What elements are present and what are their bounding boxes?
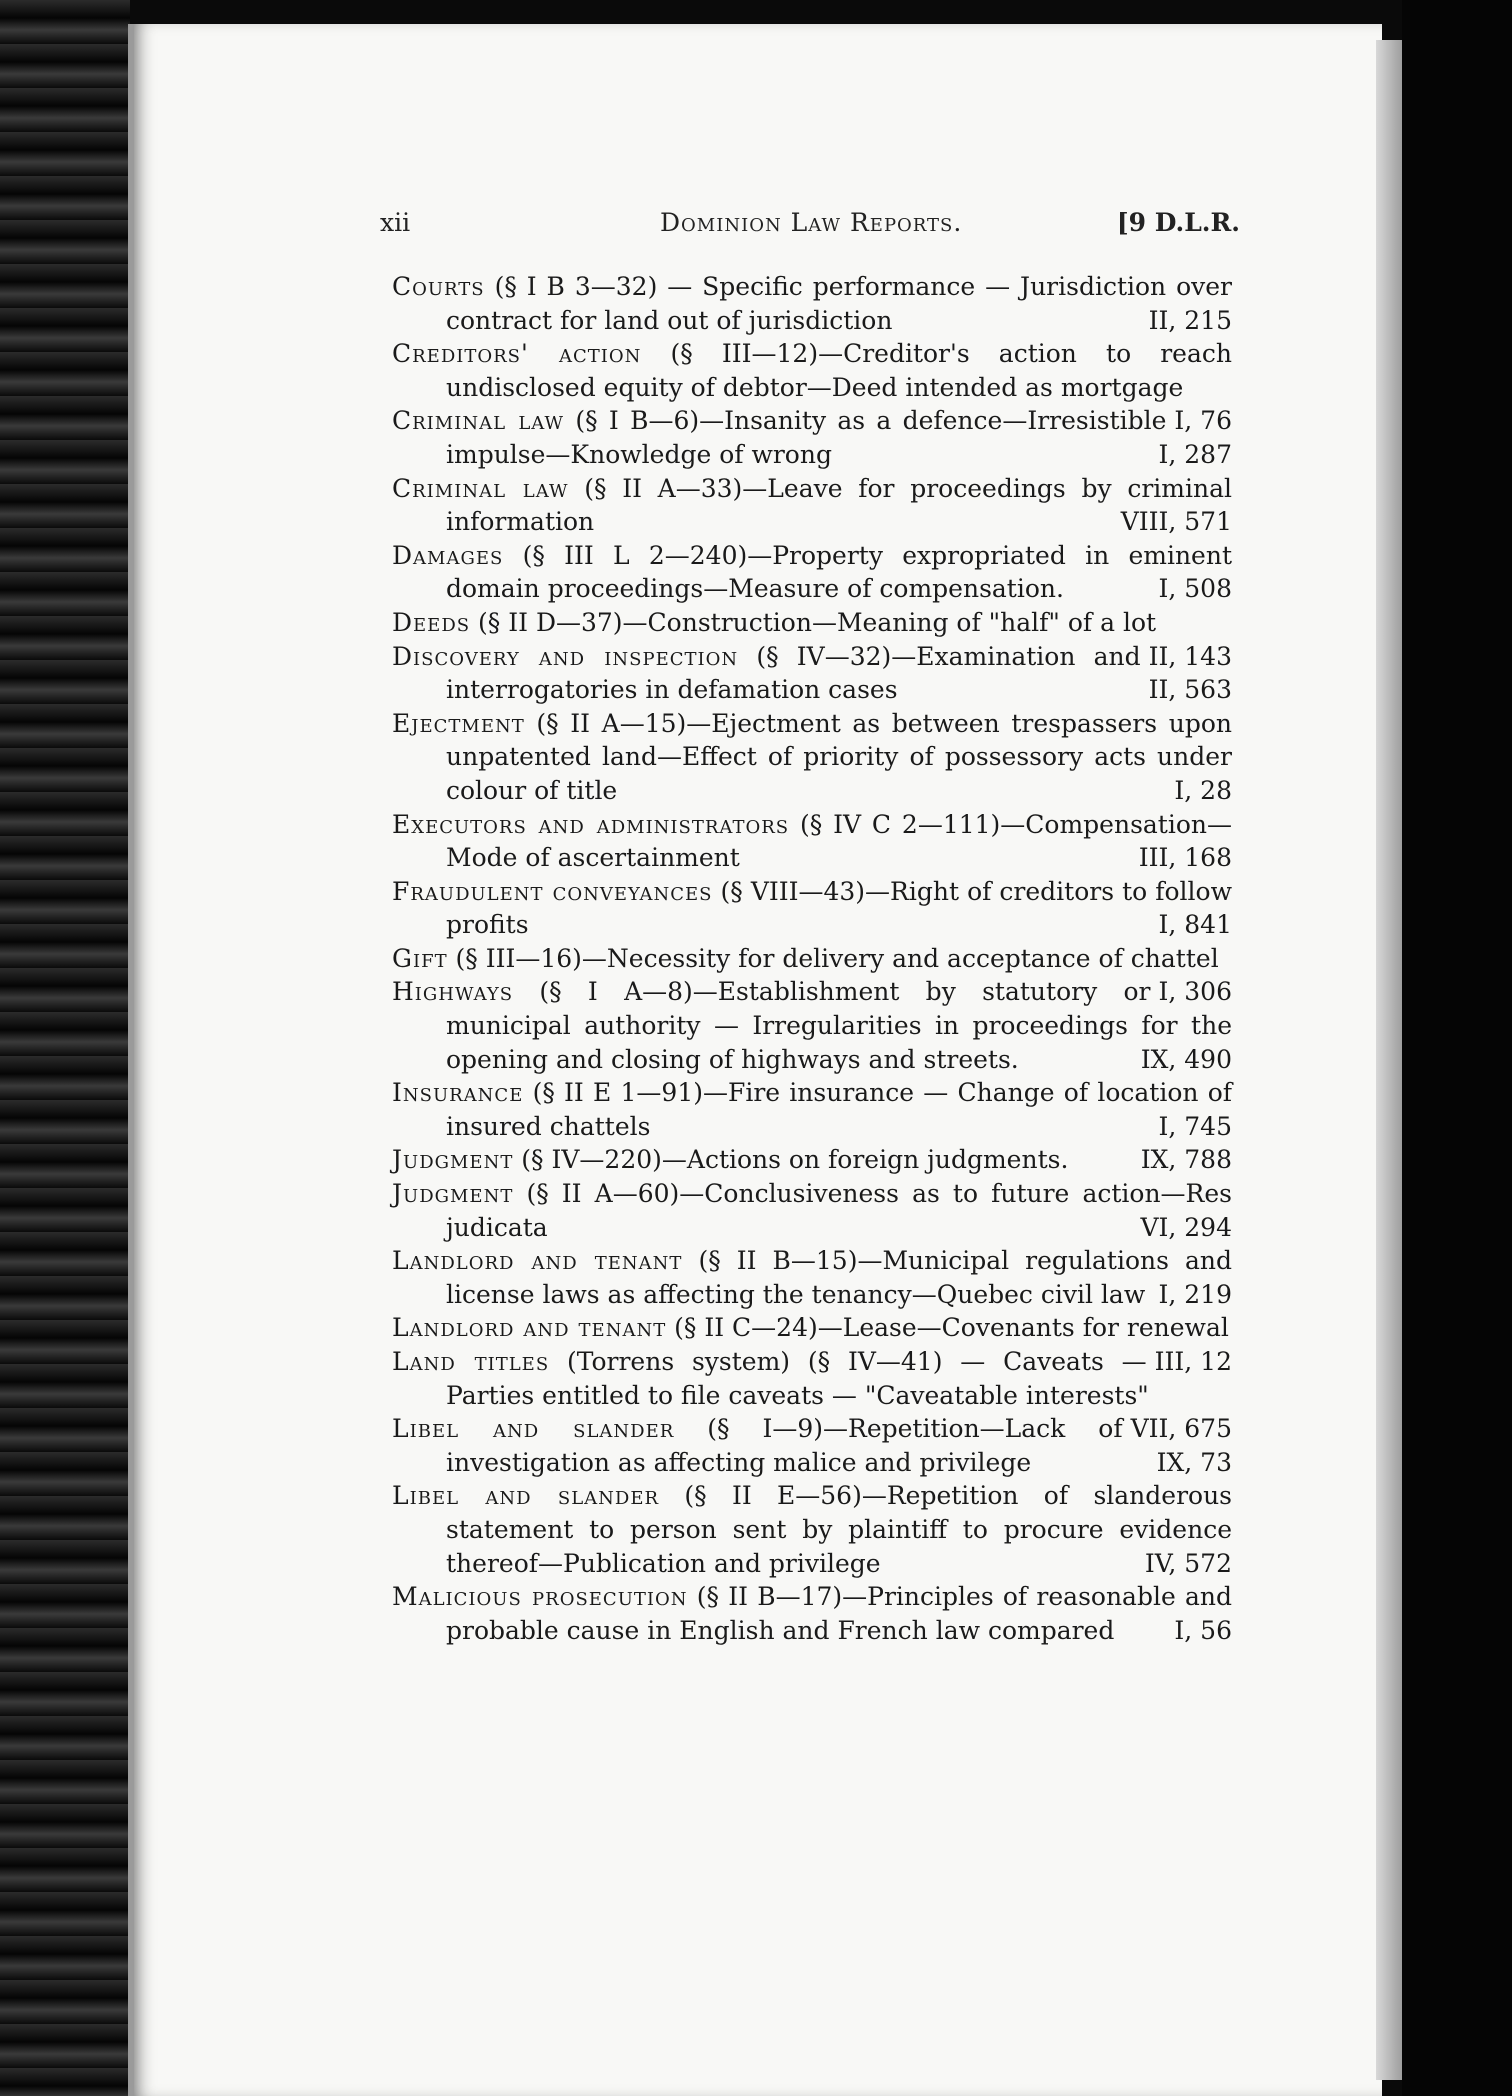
entry-reference: I, 287 [1151,438,1233,472]
entry-topic: Libel and slander [392,1481,660,1511]
entry-text: (§ II A—15)—Ejectment as between trespassers upon unpatented land—Effect of priority of possessory acts under colour of title [446,708,1232,805]
entry-text: (§ III—16)—Necessity for delivery and acceptance of chattel [455,943,1219,973]
entry-text: (§ I B 3—32) — Specific performance — Jurisdiction over contract for land out of jurisdiction [446,272,1232,335]
entry-reference: I, 306 [1151,975,1233,1009]
entry-topic: Ejectment [392,708,525,738]
index-entry [392,875,1232,942]
entry-text: (§ II E 1—91)—Fire insurance — Change of location of insured chattels [446,1078,1232,1141]
entry-text: (§ IV—220)—Actions on foreign judgments. [521,1145,1069,1175]
index-entry [392,404,1232,471]
entry-topic: Landlord and tenant [392,1246,683,1276]
entry-topic: Highways [392,977,514,1007]
index-entry [392,539,1232,606]
entry-topic: Discovery and inspection [392,641,739,671]
index-entry [392,270,1232,337]
entry-text: (§ II B—15)—Municipal regulations and license laws as affecting the tenancy—Quebec civil law [446,1246,1233,1309]
entry-topic: Courts [392,272,485,301]
entry-reference: IX, 490 [1133,1043,1232,1077]
entry-reference: I, 56 [1166,1614,1232,1648]
entry-topic: Fraudulent conveyances [392,876,713,906]
background-margin [1402,0,1512,2096]
entry-reference: IV, 572 [1137,1547,1232,1581]
entry-reference: IX, 788 [1133,1143,1232,1177]
index-entry [392,1244,1232,1311]
index-entry [392,808,1232,875]
entry-topic: Judgment [392,1145,514,1175]
entry-topic: Deeds [392,607,471,637]
entry-reference: VIII, 571 [1113,505,1232,539]
index-entry [392,1177,1232,1244]
entry-text: (§ III—12)—Creditor's action to reach undisclosed equity of debtor—Deed intended as mortgage [446,339,1232,402]
entry-reference: I, 508 [1151,572,1233,606]
index-entry [392,1143,1232,1177]
entry-text: (§ IV C 2—111)—Compensation—Mode of ascertainment [446,809,1233,873]
entry-text: (§ II D—37)—Construction—Meaning of "half" of a lot [478,607,1157,637]
running-title: Dominion Law Reports. [660,208,963,237]
index-entry [392,1580,1232,1647]
entry-text: (§ II A—60)—Conclusiveness as to future action—Res judicata [446,1179,1232,1242]
page-edge [1376,40,1402,2080]
volume-label: [9 D.L.R. [1116,208,1240,237]
entry-reference: I, 76 [1166,404,1232,438]
entry-text: (§ II C—24)—Lease—Covenants for renewal [674,1313,1229,1343]
entry-reference: III, 12 [1147,1345,1232,1379]
entry-reference: II, 215 [1141,304,1232,338]
entry-reference: II, 563 [1141,673,1232,707]
entry-reference: II, 143 [1141,640,1232,674]
entry-topic: Gift [392,943,448,973]
index-entry [392,707,1232,808]
entry-reference: I, 745 [1151,1110,1233,1144]
entry-topic: Insurance [392,1078,524,1108]
index-list [392,270,1232,1647]
entry-reference: I, 841 [1151,908,1233,942]
index-entry [392,1479,1232,1580]
index-entry [392,472,1232,539]
entry-topic: Criminal law [392,473,569,503]
book-binding [0,0,130,2096]
entry-text: (§ IV—32)—Examination and interrogatories in defamation cases [446,641,1141,705]
entry-reference: I, 219 [1151,1278,1233,1312]
entry-topic: Malicious prosecution [392,1582,688,1612]
index-entry [392,1412,1232,1479]
entry-topic: Landlord and tenant [392,1313,667,1343]
entry-text: (§ II B—17)—Principles of reasonable and probable cause in English and French law compared [446,1582,1232,1645]
entry-reference: IX, 73 [1149,1446,1232,1480]
entry-topic: Libel and slander [392,1414,675,1444]
entry-reference: I, 28 [1166,774,1232,808]
entry-text: (§ I A—8)—Establishment by statutory or municipal authority — Irregularities in proceedings for the opening and closing of highways and streets. [446,977,1232,1074]
entry-topic: Judgment [392,1179,514,1209]
entry-reference: VII, 675 [1123,1412,1232,1446]
index-entry [392,1076,1232,1143]
entry-text: (§ II A—33)—Leave for proceedings by criminal information [446,473,1232,537]
entry-reference: VI, 294 [1132,1211,1232,1245]
entry-text: (§ II E—56)—Repetition of slanderous statement to person sent by plaintiff to procure evidence thereof—Publication and privilege [446,1481,1233,1578]
entry-topic: Criminal law [392,406,565,436]
entry-text: (§ VIII—43)—Right of creditors to follow profits [446,876,1232,940]
entry-topic: Executors and administrators [392,809,790,839]
index-entry [392,640,1232,707]
entry-topic: Damages [392,540,504,570]
entry-text: (§ I B—6)—Insanity as a defence—Irresistible impulse—Knowledge of wrong [446,406,1167,469]
index-entry [392,975,1232,1076]
entry-text: (§ I—9)—Repetition—Lack of investigation as affecting malice and privilege [446,1414,1123,1477]
entry-text: (Torrens system) (§ IV—41) — Caveats — Parties entitled to file caveats — "Caveatable interests" [446,1347,1149,1410]
entry-topic: Creditors' action [392,339,642,369]
entry-text: (§ III L 2—240)—Property expropriated in eminent domain proceedings—Measure of compensation. [446,540,1232,604]
page-number: xii [380,208,411,237]
running-header [380,208,1240,248]
entry-topic: Land titles [392,1347,550,1376]
entry-reference: III, 168 [1131,841,1232,875]
